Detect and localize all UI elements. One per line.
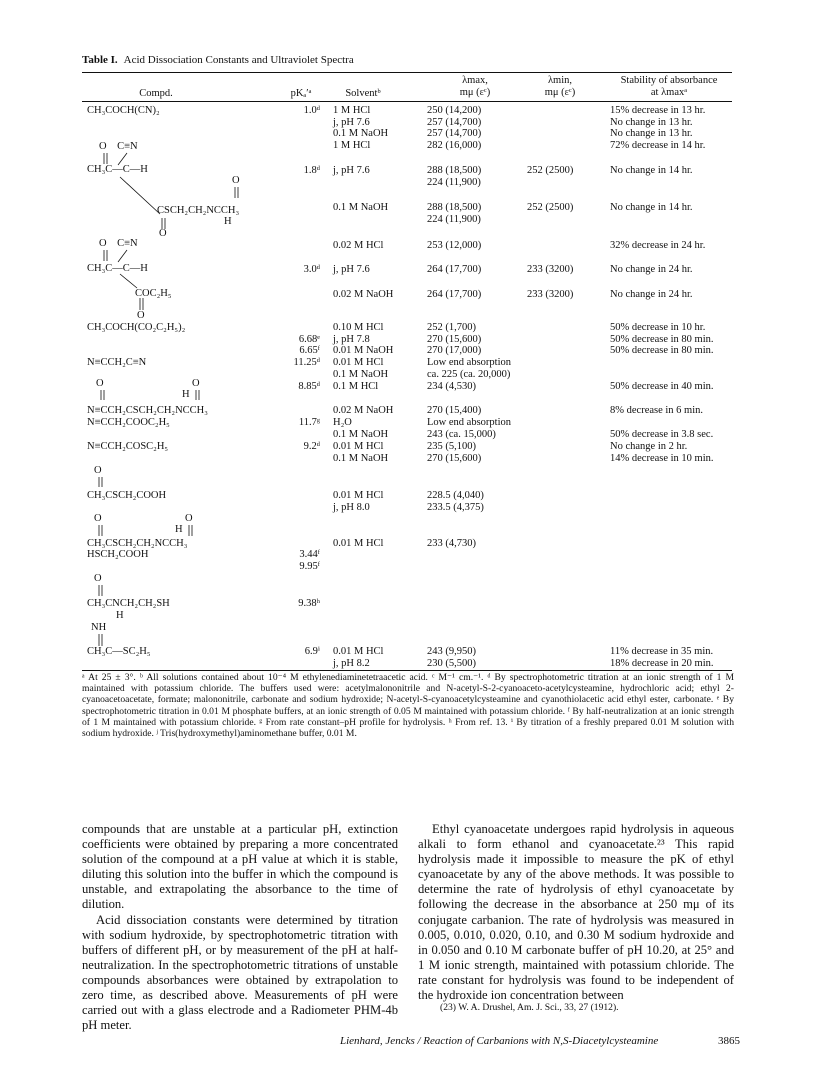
cell-lmax: 250 (14,200) 257 (14,700) 257 (14,700) 282 (16,000): [427, 105, 482, 151]
cell-compd: N≡CCH₂COOC₂H₅: [87, 417, 170, 428]
cell-compd: N≡CCH₂C≡N: [87, 357, 147, 368]
structure-thioacetylglycolic-oxo: [87, 465, 127, 491]
paragraph: Acid dissociation constants were determined by titration with sodium hydroxide, by spectrophotometric titration with buffers of different pH, or by measurement of the pH at half-neutralization. In the spectrophotometric titrations of unstable compounds absorbances were obtained by extrapolation to zero time, as described above. Measurements of pH were carried out with a glass electrode and a Radiometer PHM-4b pH meter.: [82, 912, 398, 1033]
s2-side-chain: COC₂H₅: [135, 288, 172, 299]
cell-lmax: 270 (15,400): [427, 405, 482, 416]
s3-oxygen-2: O: [192, 378, 200, 389]
cell-solvent: 0.01 M HCl j, pH 8.2: [333, 646, 384, 669]
cell-lmax: 264 (17,700): [427, 289, 482, 300]
cell-solvent: H₂O 0.1 M NaOH: [333, 417, 389, 440]
header-lmax-line1: λmax,: [462, 75, 488, 86]
cell-lmax: 252 (1,700) 270 (15,600) 270 (17,000): [427, 322, 482, 356]
cell-lmin: 252 (2500): [527, 165, 574, 176]
cell-pk: 9.2ᵈ: [303, 441, 320, 452]
header-pk: pKₐ′ᵃ: [290, 88, 312, 99]
left-column: [82, 822, 398, 1033]
cell-stability: 8% decrease in 6 min.: [610, 405, 704, 416]
cell-pk: 11.25ᵈ: [293, 357, 320, 368]
cell-compd: N≡CCH₂COSC₂H₅: [87, 441, 169, 452]
structure-ethyl-cyanoacetoacetate: [87, 238, 287, 322]
cell-stability: 15% decrease in 13 hr. No change in 13 hr. No change in 13 hr. 72% decrease in 14 hr.: [610, 105, 706, 151]
s2-oxygen: O: [137, 310, 145, 321]
cell-compd: HSCH₂COOH: [87, 549, 149, 560]
cell-lmax: 235 (5,100) 270 (15,600): [427, 441, 482, 464]
s5-oxygen-2: O: [185, 513, 193, 524]
cell-solvent: 0.01 M HCl j, pH 8.0: [333, 490, 384, 513]
header-lmax-line2: mμ (εᶜ): [459, 87, 491, 98]
cell-compd: CH₃CSCH₂CH₂NCCH₃: [87, 538, 188, 549]
paragraph: compounds that are unstable at a particular pH, extinction coefficients were obtained by preparing a more concentrated solution of the compound at a pH value at which it is stable, diluting this solution into the buffer in which the compound is unstable, and extrapolating the absorbance to the time of dilution.: [82, 822, 398, 912]
cell-stability: 11% decrease in 35 min. 18% decrease in 20 min.: [610, 646, 714, 669]
cell-stability: 50% decrease in 10 hr. 50% decrease in 80 min. 50% decrease in 80 min.: [610, 322, 714, 356]
cell-pk: 3.0ᵈ: [303, 264, 320, 275]
cell-pk: 11.7ᵍ: [298, 417, 320, 428]
cell-compd: CH₃COCH(CO₂C₂H₅)₂: [87, 322, 186, 333]
structure-bonds: [87, 465, 127, 491]
cell-stability: No change in 24 hr.: [610, 289, 693, 300]
structure-cyanoacetylcysteamine-oxo: [87, 378, 287, 408]
table-footnotes: ᵃ At 25 ± 3°. ᵇ All solutions contained about 10⁻⁴ M ethylenediaminetetraacetic acid. ᶜ M⁻¹ cm.⁻¹. ᵈ By spectrophotometric titration at an ionic strength of 1 M maintained with potassium chloride. The buffers used were: acetylmalononitrile and N-acetyl-S-2-cyanoaceto-acetylcysteamine, hydrochloric acid; ethyl 2-cyanoacetoacetate, formate; malononitrile, carbonate and sodium hydroxide; N-acetyl-S-cyanoacetylcysteamine and cyanothiolacetic acid ethyl ester, carbonate. ᵉ By spectrophotometric titration in 0.01 M phosphate buffers, at an ionic strength of 0.05 M maintained with potassium chloride. ᶠ By half-neutralization at an ionic strength of 1 M maintained with potassium chloride. ᵍ From rate constant–pH profile for hydrolysis. ʰ From ref. 13. ⁱ By titration of a freshly prepared 0.01 M solution with sodium hydroxide. ʲ Tris(hydroxymethyl)aminomethane buffer, 0.01 M.: [82, 672, 734, 740]
cell-solvent: 1 M HCl j, pH 7.6 0.1 M NaOH 1 M HCl: [333, 105, 389, 151]
cell-lmax: 253 (12,000): [427, 240, 482, 251]
s6-oxygen: O: [94, 573, 102, 584]
cell-lmax: 243 (9,950) 230 (5,500): [427, 646, 476, 669]
cell-lmax: 234 (4,530): [427, 381, 476, 392]
cell-stability: No change in 14 hr.: [610, 202, 693, 213]
cell-solvent: 0.02 M NaOH: [333, 405, 394, 416]
cell-lmax: 288 (18,500) 224 (11,900): [427, 165, 482, 188]
header-lmin-line2: mμ (εᶜ): [544, 87, 576, 98]
cell-stability: No change in 2 hr. 14% decrease in 10 min.: [610, 441, 714, 464]
s1-hydrogen: H: [224, 216, 232, 227]
page-number: 3865: [718, 1035, 740, 1047]
cell-compd: CH₃CNCH₂CH₂SH: [87, 598, 170, 609]
cell-lmin: 233 (3200): [527, 289, 574, 300]
header-stability-line2: at λmaxᵃ: [650, 87, 688, 98]
cell-solvent: 0.01 M HCl: [333, 538, 384, 549]
cell-pk: 1.8ᵈ: [303, 165, 320, 176]
cell-solvent: 0.02 M HCl: [333, 240, 384, 251]
cell-stability: 50% decrease in 3.8 sec.: [610, 428, 714, 440]
s2-top: O C≡N: [99, 238, 138, 249]
cell-compd: CH₃C—SC₂H₅: [87, 646, 151, 657]
s1-oxygen-2: O: [159, 228, 167, 239]
table-bottom-rule: [82, 670, 732, 671]
cell-stability: 32% decrease in 24 hr.: [610, 240, 706, 251]
cell-compd: N≡CCH₂CSCH₂CH₂NCCH₃: [87, 405, 208, 416]
s1-top: O C≡N: [99, 141, 138, 152]
s1-main: CH₃C—C—H: [87, 164, 148, 175]
s1-oxygen: O: [232, 175, 240, 186]
right-column: [418, 822, 734, 1003]
cell-lmax: 264 (17,700): [427, 264, 482, 275]
structure-bonds: [87, 141, 327, 249]
cell-solvent: 0.10 M HCl j, pH 7.8 0.01 M NaOH: [333, 322, 394, 356]
cell-solvent: j, pH 7.6: [333, 264, 370, 275]
cell-solvent: 0.1 M HCl: [333, 381, 379, 392]
cell-lmin: 252 (2500): [527, 202, 574, 213]
s1-side-chain: CSCH₂CH₂NCCH₃: [157, 205, 240, 216]
s5-oxygen-1: O: [94, 513, 102, 524]
s6-imine: NH: [91, 622, 107, 633]
cell-solvent: j, pH 7.6: [333, 165, 370, 176]
s6-hydrogen: H: [116, 610, 124, 621]
table-title: Acid Dissociation Constants and Ultraviolet Spectra: [123, 54, 354, 66]
paragraph: Ethyl cyanoacetate undergoes rapid hydrolysis in aqueous alkali to form ethanol and cyanoacetate.²³ This rapid hydrolysis made it impossible to measure the pK of ethyl cyanoacetate by any of the above methods. It was possible to determine the rate of hydrolysis of ethyl cyanoacetate by following the decrease in the absorbance at 250 mμ of its conjugate carbanion. The rate of hydrolysis was measured in 0.005, 0.010, 0.020, 0.10, and 0.30 M sodium hydroxide and in 0.050 and 0.10 M carbonate buffer of pH 10.20, at 25° and 1 M ionic strength, maintained with potassium chloride. The rate constant for hydrolysis was found to be independent of the hydroxide ion concentration between: [418, 822, 734, 1003]
cell-stability: No change in 14 hr.: [610, 165, 693, 176]
s2-main: CH₃C—C—H: [87, 263, 148, 274]
structure-cyanoacetoacetylcysteamine: [87, 141, 327, 249]
cell-lmax: Low end absorption 243 (ca. 15,000): [427, 417, 511, 440]
cell-solvent: 0.01 M HCl 0.1 M NaOH: [333, 357, 389, 380]
s5-hydrogen: H: [175, 524, 183, 535]
cell-pk: 1.0ᵈ: [303, 105, 320, 116]
cell-lmax: 288 (18,500) 224 (11,900): [427, 202, 482, 225]
cell-lmin: 233 (3200): [527, 264, 574, 275]
header-compd: Compd.: [139, 88, 173, 99]
cell-stability: No change in 24 hr.: [610, 264, 693, 275]
cell-solvent: 0.1 M NaOH: [333, 202, 389, 213]
cell-compd: CH₃CSCH₂COOH: [87, 490, 167, 501]
header-stability-line1: Stability of absorbance: [620, 75, 718, 86]
cell-lmax: 228.5 (4,040) 233.5 (4,375): [427, 490, 484, 513]
cell-pk: 3.44ᶠ 9.95ᶠ: [299, 549, 320, 572]
header-solvent: Solventᵇ: [345, 88, 381, 99]
s3-oxygen-1: O: [96, 378, 104, 389]
cell-lmax: Low end absorption ca. 225 (ca. 20,000): [427, 357, 511, 380]
s4-oxygen: O: [94, 465, 102, 476]
s3-hydrogen: H: [182, 389, 190, 400]
cell-pk: 6.68ᵉ 6.65ᶠ: [298, 333, 320, 356]
reference-23: (23) W. A. Drushel, Am. J. Sci., 33, 27 (1912).: [440, 1002, 619, 1013]
cell-pk: 6.9ⁱ: [304, 646, 320, 657]
header-lmin-line1: λmin,: [547, 75, 573, 86]
table-label: Table I.: [82, 54, 118, 66]
running-head: Lienhard, Jencks / Reaction of Carbanions with N,S-Diacetylcysteamine: [340, 1035, 659, 1047]
cell-lmax: 233 (4,730): [427, 538, 476, 549]
structure-bonds: [87, 238, 287, 322]
cell-stability: 50% decrease in 40 min.: [610, 381, 714, 392]
cell-pk: 9.38ʰ: [298, 598, 320, 609]
cell-compd: CH₃COCH(CN)₂: [87, 105, 160, 116]
cell-solvent: 0.02 M NaOH: [333, 289, 394, 300]
cell-pk: 8.85ᵈ: [298, 381, 320, 392]
cell-solvent: 0.01 M HCl 0.1 M NaOH: [333, 441, 389, 464]
